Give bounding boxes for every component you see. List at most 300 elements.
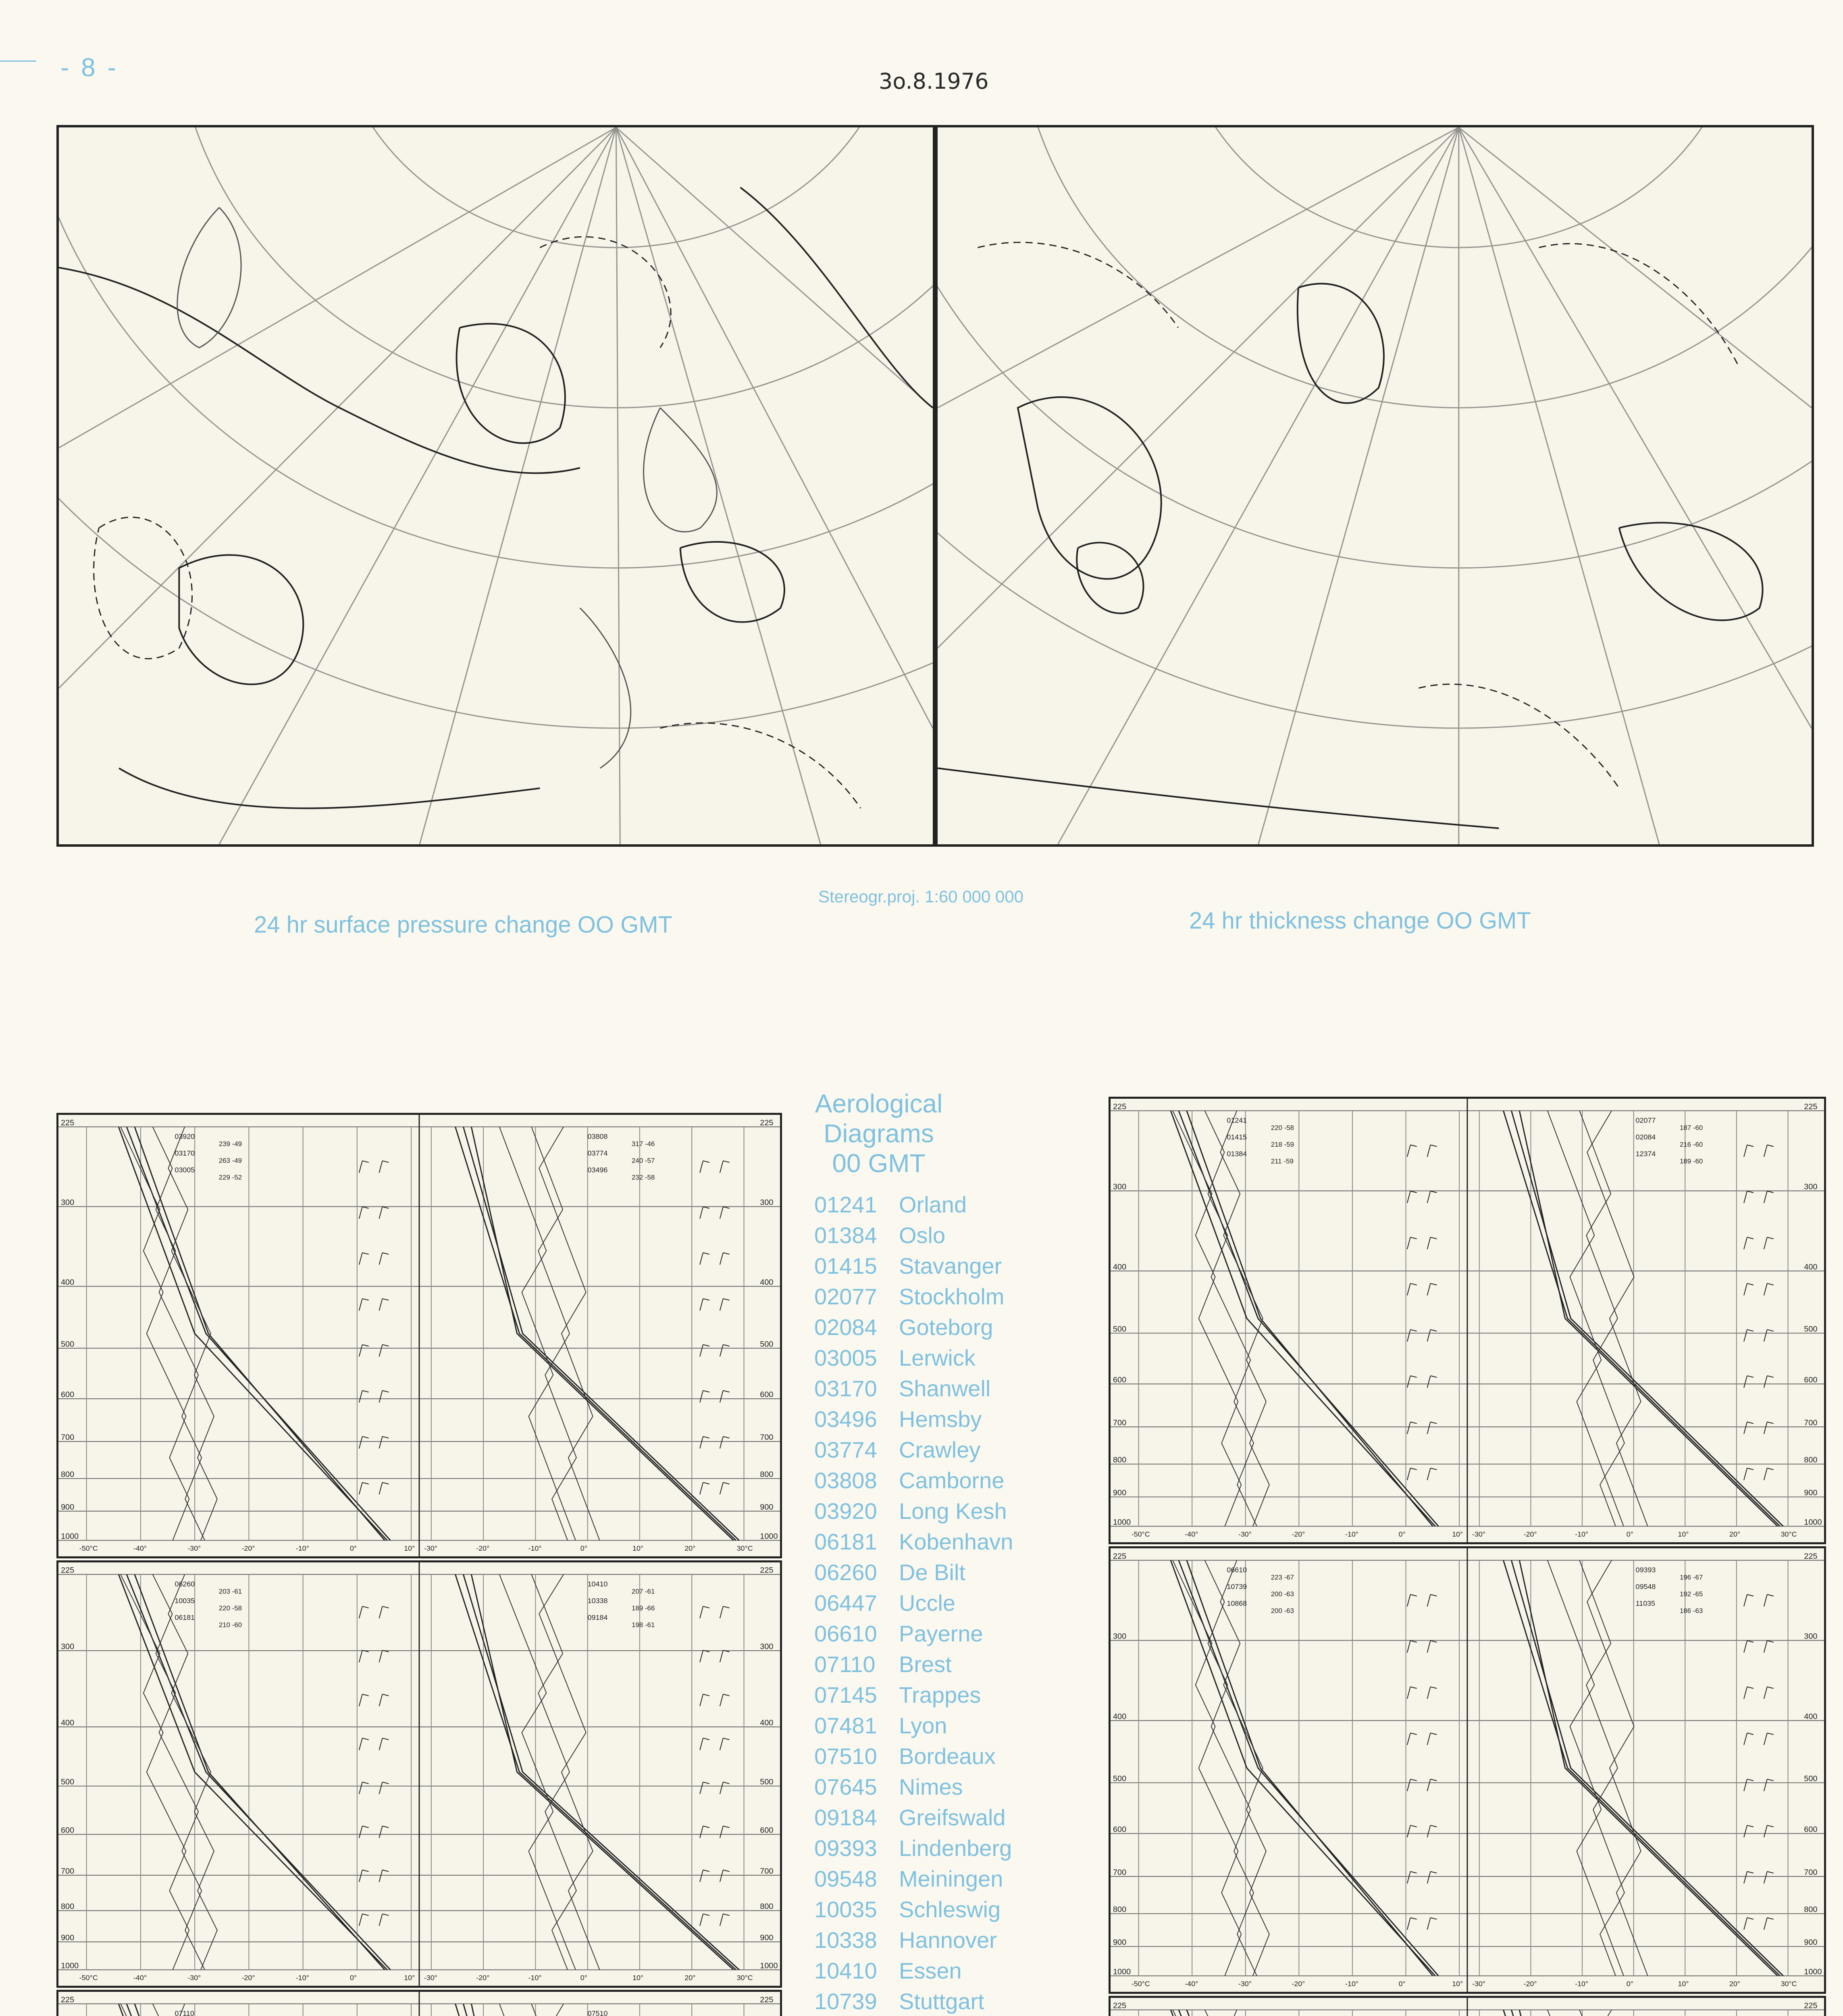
wind-barb bbox=[1764, 1376, 1767, 1388]
wind-barb bbox=[1431, 1237, 1437, 1239]
surface-pressure-map-drawing bbox=[59, 127, 933, 844]
pressure-label: 800 bbox=[60, 1902, 75, 1911]
wind-barb bbox=[362, 1694, 369, 1696]
wind-barb bbox=[720, 1870, 723, 1882]
panel-station-id: 09393 bbox=[1635, 1566, 1656, 1574]
station-row bbox=[814, 1710, 1105, 1741]
temperature-profile bbox=[135, 2004, 385, 2016]
temperature-label: -20° bbox=[1523, 1530, 1537, 1539]
wind-barb bbox=[1427, 1422, 1431, 1434]
pressure-label: 225 bbox=[1113, 1552, 1127, 1561]
wind-barb bbox=[703, 1299, 709, 1300]
temperature-label: -10° bbox=[295, 1544, 309, 1553]
wind-barb bbox=[1744, 1237, 1747, 1250]
temperature-profile bbox=[1171, 2010, 1435, 2016]
wind-barb bbox=[359, 1391, 362, 1403]
station-name: Uccle bbox=[899, 1590, 956, 1616]
temperature-profile bbox=[127, 2004, 390, 2016]
pressure-label: 400 bbox=[60, 1718, 75, 1728]
panel-station-id: 03774 bbox=[587, 1149, 608, 1158]
temperature-label: -40° bbox=[133, 1544, 147, 1553]
station-name: Lindenberg bbox=[899, 1835, 1012, 1861]
station-name: Orland bbox=[899, 1192, 967, 1217]
wind-barb bbox=[1427, 1687, 1431, 1699]
wind-barb bbox=[700, 1253, 703, 1265]
wind-barb bbox=[359, 1914, 362, 1926]
station-id: 01415 bbox=[814, 1253, 877, 1279]
station-id: 03170 bbox=[814, 1376, 877, 1401]
wind-barb bbox=[1427, 1733, 1431, 1745]
temperature-label: 0° bbox=[349, 1974, 357, 1982]
wind-barb bbox=[1747, 1918, 1754, 1919]
wind-barb bbox=[1427, 1872, 1431, 1884]
wind-barb bbox=[379, 1738, 383, 1750]
wind-barb bbox=[720, 1391, 723, 1403]
pressure-label: 1000 bbox=[760, 1532, 778, 1541]
temperature-label: 0° bbox=[580, 1974, 587, 1982]
page-number: - 8 - bbox=[60, 53, 119, 82]
temperature-label: -30° bbox=[424, 1544, 437, 1553]
wind-barb bbox=[359, 1437, 362, 1449]
wind-barb bbox=[362, 1161, 369, 1162]
pressure-label: 600 bbox=[60, 1826, 75, 1835]
station-row bbox=[814, 1527, 1105, 1557]
pressure-label: 800 bbox=[760, 1902, 774, 1911]
pressure-label: 500 bbox=[60, 1339, 75, 1349]
projection-label: Stereogr.proj. 1:60 000 000 bbox=[818, 887, 1024, 906]
wind-barb bbox=[1431, 1641, 1437, 1642]
wind-barb bbox=[1767, 1468, 1774, 1470]
wind-barb bbox=[359, 1650, 362, 1662]
wind-barb bbox=[379, 1253, 383, 1265]
pressure-label: 900 bbox=[1113, 1938, 1127, 1947]
pressure-label: 225 bbox=[60, 1566, 75, 1575]
wind-barb bbox=[1410, 1872, 1417, 1873]
station-id: 07510 bbox=[814, 1743, 877, 1769]
panel-station-value: 220 -58 bbox=[1271, 1124, 1294, 1132]
aerological-diagram bbox=[1111, 1548, 1824, 1992]
wind-barb bbox=[1410, 1283, 1417, 1285]
pressure-label: 1000 bbox=[760, 1961, 778, 1970]
aerological-diagram bbox=[58, 1562, 780, 1986]
wind-barb bbox=[383, 1738, 389, 1740]
wind-barb bbox=[1767, 1733, 1774, 1735]
wind-barb bbox=[1410, 1422, 1417, 1424]
panel-station-id: 03005 bbox=[175, 1166, 195, 1174]
station-name: Camborne bbox=[899, 1468, 1005, 1493]
wind-barb bbox=[1410, 1145, 1417, 1147]
pressure-label: 700 bbox=[1804, 1868, 1818, 1877]
temperature-label: 30°C bbox=[736, 1544, 753, 1553]
wind-barb bbox=[1747, 1237, 1754, 1239]
aerological-panel-4 bbox=[1109, 1097, 1826, 1544]
station-name: Nimes bbox=[899, 1774, 963, 1799]
station-row bbox=[814, 1404, 1105, 1435]
wind-barb bbox=[362, 1391, 369, 1392]
wind-barb bbox=[1744, 1191, 1747, 1203]
wind-barb bbox=[1764, 1779, 1767, 1791]
wind-barb bbox=[1764, 1825, 1767, 1837]
temperature-label: -40° bbox=[1185, 1980, 1198, 1988]
wind-barb bbox=[359, 1738, 362, 1750]
wind-barb bbox=[1427, 1237, 1431, 1250]
wind-barb bbox=[1410, 1641, 1417, 1642]
wind-barb bbox=[1431, 1422, 1437, 1424]
panel-station-value: 200 -63 bbox=[1271, 1590, 1294, 1598]
pressure-label: 225 bbox=[760, 1118, 774, 1127]
wind-barb bbox=[359, 1870, 362, 1882]
pressure-label: 600 bbox=[760, 1390, 774, 1400]
wind-barb bbox=[1431, 1687, 1437, 1689]
wind-barb bbox=[1744, 1779, 1747, 1791]
aerological-title bbox=[806, 1089, 951, 1178]
wind-barb bbox=[1431, 1283, 1437, 1285]
aerological-title-line2: Diagrams bbox=[824, 1119, 934, 1148]
wind-barb bbox=[362, 1606, 369, 1608]
wind-barb bbox=[1767, 1918, 1774, 1919]
wind-barb bbox=[1407, 1779, 1410, 1791]
wind-barb bbox=[1410, 1595, 1417, 1596]
wind-barb bbox=[1747, 1330, 1754, 1331]
wind-barb bbox=[362, 1345, 369, 1346]
station-id: 02077 bbox=[814, 1284, 877, 1309]
wind-barb bbox=[1764, 1872, 1767, 1884]
wind-barb bbox=[359, 1207, 362, 1219]
wind-barb bbox=[383, 1694, 389, 1696]
wind-barb bbox=[383, 1437, 389, 1438]
wind-barb bbox=[379, 1299, 383, 1311]
panel-station-id: 11035 bbox=[1635, 1599, 1656, 1608]
wind-barb bbox=[1407, 1918, 1410, 1930]
wind-barb bbox=[703, 1345, 709, 1346]
station-name: Meiningen bbox=[899, 1866, 1003, 1891]
wind-barb bbox=[700, 1650, 703, 1662]
pressure-label: 500 bbox=[1804, 1325, 1818, 1334]
station-name: Shanwell bbox=[899, 1376, 991, 1401]
wind-barb bbox=[723, 1870, 730, 1872]
wind-barb bbox=[1767, 1283, 1774, 1285]
temperature-label: -20° bbox=[1292, 1530, 1305, 1539]
station-row bbox=[814, 1251, 1105, 1281]
station-row bbox=[814, 1741, 1105, 1772]
wind-barb bbox=[1407, 1145, 1410, 1157]
wind-barb bbox=[1744, 1145, 1747, 1157]
panel-station-value: 223 -67 bbox=[1271, 1573, 1294, 1581]
panel-station-id: 03920 bbox=[175, 1132, 195, 1141]
wind-barb bbox=[1410, 1191, 1417, 1193]
wind-barb bbox=[700, 1391, 703, 1403]
wind-barb bbox=[1747, 1779, 1754, 1781]
dewpoint-profile bbox=[1579, 2010, 1624, 2016]
temperature-label: -20° bbox=[241, 1974, 255, 1982]
pressure-label: 800 bbox=[1804, 1456, 1818, 1465]
pressure-label: 800 bbox=[60, 1470, 75, 1479]
wind-barb bbox=[1764, 1595, 1767, 1607]
station-id: 02084 bbox=[814, 1314, 877, 1340]
temperature-label: 20° bbox=[684, 1974, 696, 1982]
wind-barb bbox=[720, 1650, 723, 1662]
pressure-label: 300 bbox=[60, 1198, 75, 1207]
wind-barb bbox=[1747, 1468, 1754, 1470]
panel-station-value: 229 -52 bbox=[218, 1173, 242, 1181]
wind-barb bbox=[1427, 1825, 1431, 1837]
station-id: 03774 bbox=[814, 1437, 877, 1462]
wind-barb bbox=[723, 1694, 730, 1696]
temperature-label: -40° bbox=[133, 1974, 147, 1982]
wind-barb bbox=[703, 1391, 709, 1392]
wind-barb bbox=[359, 1782, 362, 1794]
station-row bbox=[814, 1220, 1105, 1251]
wind-barb bbox=[1407, 1872, 1410, 1884]
aerological-panel-1 bbox=[56, 1113, 782, 1558]
pressure-label: 225 bbox=[1113, 2001, 1127, 2010]
temperature-label: 10° bbox=[404, 1974, 415, 1982]
station-name: Goteborg bbox=[899, 1314, 993, 1340]
panel-station-value: 192 -65 bbox=[1680, 1590, 1703, 1598]
wind-barb bbox=[362, 1914, 369, 1916]
temperature-label: -30° bbox=[424, 1974, 437, 1982]
station-row bbox=[814, 1465, 1105, 1496]
wind-barb bbox=[720, 1299, 723, 1311]
wind-barb bbox=[1744, 1330, 1747, 1342]
temperature-label: -20° bbox=[1292, 1980, 1305, 1988]
pressure-label: 800 bbox=[1113, 1456, 1127, 1465]
wind-barb bbox=[359, 1826, 362, 1838]
station-row bbox=[814, 1435, 1105, 1465]
wind-barb bbox=[1767, 1872, 1774, 1873]
station-row bbox=[814, 1925, 1105, 1956]
wind-barb bbox=[723, 1437, 730, 1438]
panel-station-id: 06260 bbox=[175, 1580, 195, 1588]
thickness-caption: 24 hr thickness change OO GMT bbox=[1189, 908, 1531, 934]
aerological-diagram bbox=[1111, 1998, 1824, 2016]
pressure-label: 400 bbox=[1804, 1712, 1818, 1721]
wind-barb bbox=[700, 1914, 703, 1926]
pressure-label: 225 bbox=[760, 1995, 774, 2004]
pressure-label: 300 bbox=[1804, 1182, 1818, 1191]
temperature-label: -30° bbox=[1472, 1530, 1485, 1539]
panel-station-id: 07110 bbox=[175, 2009, 194, 2016]
temperature-label: 30°C bbox=[1781, 1980, 1797, 1988]
pressure-label: 225 bbox=[60, 1995, 75, 2004]
wind-barb bbox=[1427, 1191, 1431, 1203]
temperature-label: 20° bbox=[684, 1544, 696, 1553]
station-name: Kobenhavn bbox=[899, 1529, 1013, 1554]
pressure-label: 900 bbox=[760, 1933, 774, 1943]
pressure-label: 300 bbox=[760, 1198, 774, 1207]
temperature-label: -10° bbox=[1345, 1530, 1359, 1539]
wind-barb bbox=[1431, 1779, 1437, 1781]
panel-station-id: 10410 bbox=[587, 1580, 608, 1588]
station-name: Hannover bbox=[899, 1927, 997, 1953]
wind-barb bbox=[1764, 1422, 1767, 1434]
wind-barb bbox=[703, 1914, 709, 1916]
temperature-label: 0° bbox=[1398, 1980, 1406, 1988]
station-name: Lerwick bbox=[899, 1345, 976, 1370]
station-row bbox=[814, 1557, 1105, 1588]
wind-barb bbox=[1427, 1145, 1431, 1157]
station-id: 10410 bbox=[814, 1958, 877, 1983]
aerological-panel-2 bbox=[56, 1560, 782, 1988]
wind-barb bbox=[359, 1345, 362, 1357]
wind-barb bbox=[1767, 1376, 1774, 1377]
pressure-label: 300 bbox=[1113, 1182, 1127, 1191]
temperature-label: -40° bbox=[1185, 1530, 1198, 1539]
wind-barb bbox=[1764, 1283, 1767, 1295]
pressure-label: 700 bbox=[760, 1866, 774, 1876]
pressure-label: 800 bbox=[760, 1470, 774, 1479]
page-date: 3o.8.1976 bbox=[879, 69, 989, 94]
station-row bbox=[814, 1618, 1105, 1649]
wind-barb bbox=[1407, 1330, 1410, 1342]
station-row bbox=[814, 1956, 1105, 1986]
pressure-label: 600 bbox=[1113, 1825, 1127, 1834]
panel-station-id: 09548 bbox=[1635, 1583, 1656, 1591]
wind-barb bbox=[1407, 1237, 1410, 1250]
station-name: Payerne bbox=[899, 1621, 983, 1646]
wind-barb bbox=[723, 1826, 730, 1828]
panel-station-id: 02084 bbox=[1635, 1133, 1656, 1141]
wind-barb bbox=[1431, 1733, 1437, 1735]
wind-barb bbox=[703, 1826, 709, 1828]
pressure-label: 600 bbox=[60, 1390, 75, 1400]
wind-barb bbox=[379, 1650, 383, 1662]
wind-barb bbox=[1747, 1191, 1754, 1193]
wind-barb bbox=[379, 1345, 383, 1357]
wind-barb bbox=[703, 1694, 709, 1696]
station-row bbox=[814, 1343, 1105, 1373]
temperature-label: 0° bbox=[1626, 1980, 1633, 1988]
wind-barb bbox=[383, 1914, 389, 1916]
station-name: Stuttgart bbox=[899, 1989, 984, 2014]
station-name: Long Kesh bbox=[899, 1498, 1007, 1524]
temperature-label: -50°C bbox=[79, 1544, 98, 1553]
pressure-label: 225 bbox=[1804, 2001, 1818, 2010]
station-id: 10739 bbox=[814, 1989, 877, 2014]
station-row bbox=[814, 1772, 1105, 1802]
temperature-label: -20° bbox=[476, 1544, 490, 1553]
wind-barb bbox=[359, 1606, 362, 1618]
station-id: 03005 bbox=[814, 1345, 877, 1370]
wind-barb bbox=[1747, 1422, 1754, 1424]
wind-barb bbox=[1431, 1145, 1437, 1147]
wind-barb bbox=[1427, 1779, 1431, 1791]
aerological-title-line1: Aerological bbox=[815, 1089, 943, 1118]
panel-station-id: 10739 bbox=[1227, 1583, 1247, 1591]
wind-barb bbox=[1767, 1330, 1774, 1331]
wind-barb bbox=[700, 1207, 703, 1219]
pressure-label: 700 bbox=[760, 1433, 774, 1442]
wind-barb bbox=[723, 1253, 730, 1254]
wind-barb bbox=[1744, 1687, 1747, 1699]
panel-station-value: 240 -57 bbox=[632, 1156, 655, 1164]
pressure-label: 400 bbox=[1113, 1262, 1127, 1272]
panel-station-id: 10868 bbox=[1227, 1599, 1247, 1608]
wind-barb bbox=[1407, 1595, 1410, 1607]
margin-mark bbox=[0, 60, 36, 62]
pressure-label: 500 bbox=[60, 1777, 75, 1787]
panel-station-value: 232 -58 bbox=[632, 1173, 655, 1181]
pressure-label: 900 bbox=[1804, 1488, 1818, 1497]
station-row bbox=[814, 1496, 1105, 1527]
surface-pressure-change-map bbox=[56, 125, 935, 847]
station-name: Trappes bbox=[899, 1682, 981, 1708]
temperature-label: -10° bbox=[295, 1974, 309, 1982]
dewpoint-profile bbox=[499, 2004, 576, 2016]
wind-barb bbox=[1407, 1733, 1410, 1745]
wind-barb bbox=[1427, 1641, 1431, 1653]
temperature-label: -10° bbox=[528, 1974, 542, 1982]
wind-barb bbox=[1767, 1422, 1774, 1424]
wind-barb bbox=[383, 1161, 389, 1162]
wind-barb bbox=[1744, 1872, 1747, 1884]
wind-barb bbox=[1744, 1595, 1747, 1607]
wind-barb bbox=[723, 1782, 730, 1784]
station-id: 03808 bbox=[814, 1468, 877, 1493]
pressure-label: 700 bbox=[60, 1433, 75, 1442]
pressure-label: 225 bbox=[1804, 1552, 1818, 1561]
wind-barb bbox=[723, 1738, 730, 1740]
pressure-label: 500 bbox=[1113, 1325, 1127, 1334]
wind-barb bbox=[1410, 1468, 1417, 1470]
station-name: Bordeaux bbox=[899, 1743, 996, 1769]
wind-barb bbox=[723, 1483, 730, 1484]
station-id: 07645 bbox=[814, 1774, 877, 1799]
pressure-label: 600 bbox=[1804, 1825, 1818, 1834]
wind-barb bbox=[700, 1483, 703, 1495]
thickness-map-drawing bbox=[938, 127, 1812, 844]
temperature-label: -50°C bbox=[79, 1974, 98, 1982]
wind-barb bbox=[723, 1161, 730, 1162]
station-id: 06610 bbox=[814, 1621, 877, 1646]
wind-barb bbox=[1431, 1468, 1437, 1470]
wind-barb bbox=[723, 1345, 730, 1346]
temperature-label: -30° bbox=[187, 1544, 201, 1553]
wind-barb bbox=[1407, 1376, 1410, 1388]
wind-barb bbox=[359, 1161, 362, 1173]
pressure-label: 1000 bbox=[1113, 1967, 1131, 1976]
wind-barb bbox=[1747, 1283, 1754, 1285]
temperature-label: 20° bbox=[1729, 1530, 1741, 1539]
pressure-label: 700 bbox=[1804, 1418, 1818, 1427]
wind-barb bbox=[1427, 1283, 1431, 1295]
wind-barb bbox=[1747, 1595, 1754, 1596]
pressure-label: 900 bbox=[1113, 1488, 1127, 1497]
wind-barb bbox=[1427, 1468, 1431, 1480]
temperature-label: -10° bbox=[1575, 1980, 1589, 1988]
wind-barb bbox=[1407, 1641, 1410, 1653]
panel-station-id: 06610 bbox=[1227, 1566, 1247, 1574]
wind-barb bbox=[720, 1345, 723, 1357]
wind-barb bbox=[1431, 1191, 1437, 1193]
wind-barb bbox=[720, 1826, 723, 1838]
thickness-change-map bbox=[935, 125, 1814, 847]
panel-station-id: 02077 bbox=[1635, 1116, 1656, 1125]
wind-barb bbox=[700, 1870, 703, 1882]
wind-barb bbox=[720, 1606, 723, 1618]
panel-station-value: 207 -61 bbox=[632, 1587, 655, 1595]
wind-barb bbox=[379, 1826, 383, 1838]
wind-barb bbox=[1744, 1422, 1747, 1434]
wind-barb bbox=[1764, 1330, 1767, 1342]
pressure-label: 800 bbox=[1113, 1905, 1127, 1914]
temperature-label: -30° bbox=[1238, 1980, 1252, 1988]
wind-barb bbox=[383, 1606, 389, 1608]
temperature-label: 30°C bbox=[736, 1974, 753, 1982]
wind-barb bbox=[1431, 1825, 1437, 1827]
station-id: 09393 bbox=[814, 1835, 877, 1861]
station-name: Oslo bbox=[899, 1223, 946, 1248]
